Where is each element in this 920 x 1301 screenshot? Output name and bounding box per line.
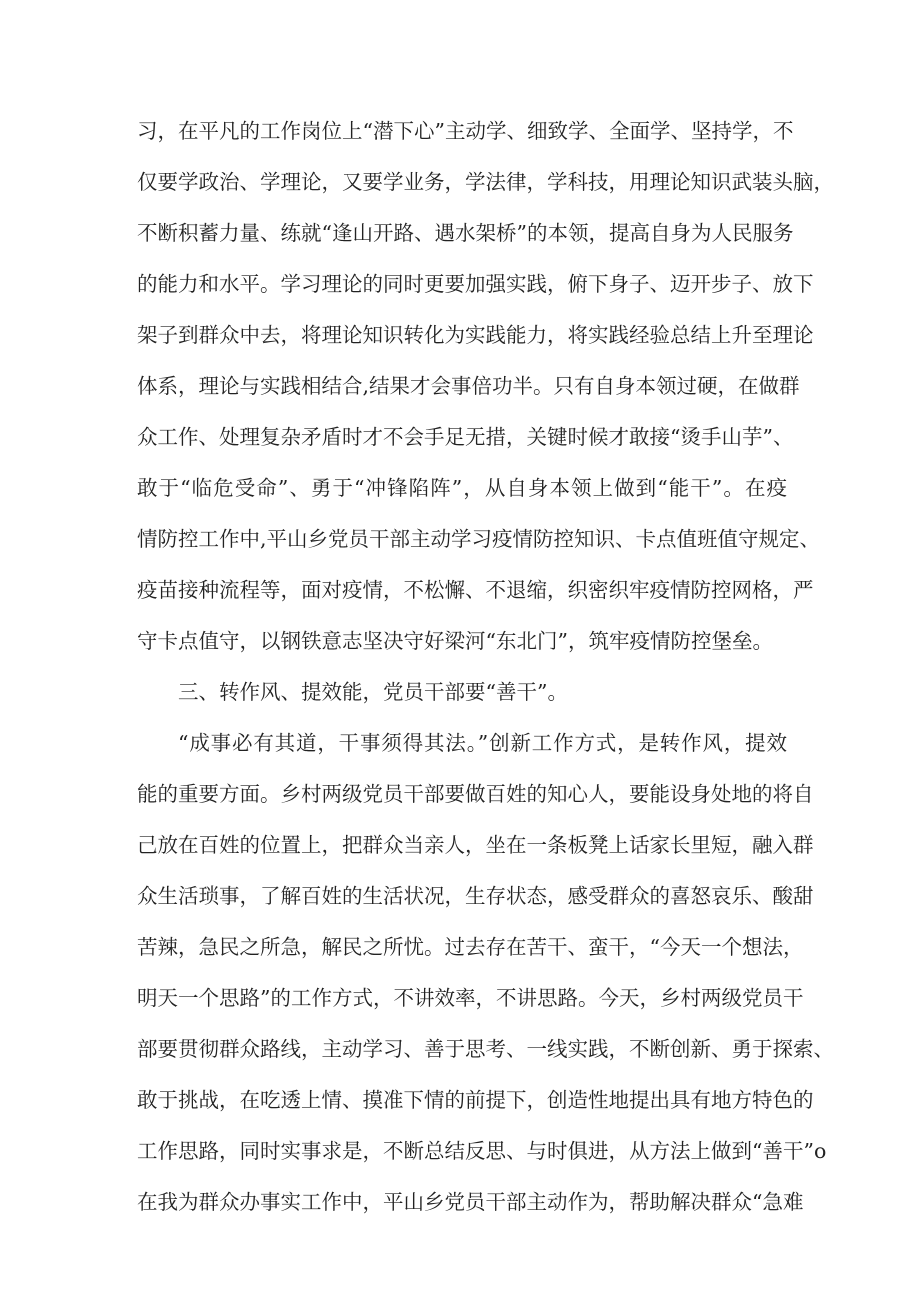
text-line: 工作思路，同时实事求是，不断总结反思、与时俱进，从方法上做到“善干”o xyxy=(137,1139,827,1163)
text-line: “成事必有其道，干事须得其法。”创新工作方式，是转作风，提效 xyxy=(178,731,787,755)
text-line: 习，在平凡的工作岗位上“潜下心”主动学、细致学、全面学、坚持学，不 xyxy=(137,119,794,143)
text-line: 众生活琐事，了解百姓的生活状况，生存状态，感受群众的喜怒哀乐、酸甜 xyxy=(137,884,814,908)
text-line: 明天一个思路”的工作方式，不讲效率，不讲思路。今天，乡村两级党员干 xyxy=(137,986,804,1010)
text-line: 疫苗接种流程等，面对疫情，不松懈、不退缩，织密织牢疫情防控网格，严 xyxy=(137,578,814,602)
text-line: 能的重要方面。乡村两级党员干部要做百姓的知心人，要能设身处地的将自 xyxy=(137,782,814,806)
text-line: 敢于“临危受命”、勇于“冲锋陷阵”，从自身本领上做到“能干”。在疫 xyxy=(137,476,787,500)
text-line: 体系，理论与实践相结合,结果才会事倍功半。只有自身本领过硬，在做群 xyxy=(137,374,800,398)
text-line: 部要贯彻群众路线，主动学习、善于思考、一线实践，不断创新、勇于探索、 xyxy=(137,1037,834,1061)
text-line: 情防控工作中,平山乡党员干部主动学习疫情防控知识、卡点值班值守规定、 xyxy=(137,527,821,551)
text-line: 架子到群众中去，将理论知识转化为实践能力，将实践经验总结上升至理论 xyxy=(137,323,814,347)
text-line: 仅要学政治、学理论，又要学业务，学法律，学科技，用理论知识武装头脑， xyxy=(137,170,834,194)
text-line: 众工作、处理复杂矛盾时才不会手足无措，关键时候才敢接“烫手山芋”、 xyxy=(137,425,794,449)
text-line: 苦辣，急民之所急，解民之所忧。过去存在苦干、蛮干，“今天一个想法， xyxy=(137,935,804,959)
text-line: 守卡点值守，以钢铁意志坚决守好梁河“东北门”，筑牢疫情防控堡垒。 xyxy=(137,629,773,653)
section-heading: 三、转作风、提效能，党员干部要“善干”。 xyxy=(178,680,568,704)
text-line: 己放在百姓的位置上，把群众当亲人，坐在一条板凳上话家长里短，融入群 xyxy=(137,833,814,857)
text-line: 不断积蓄力量、练就“逢山开路、遇水架桥”的本领，提高自身为人民服务 xyxy=(137,221,794,245)
text-line: 在我为群众办事实工作中，平山乡党员干部主动作为，帮助解决群众“急难 xyxy=(137,1190,804,1214)
text-line: 的能力和水平。学习理论的同时更要加强实践，俯下身子、迈开步子、放下 xyxy=(137,272,814,296)
text-line: 敢于挑战，在吃透上情、摸准下情的前提下，创造性地提出具有地方特色的 xyxy=(137,1088,814,1112)
